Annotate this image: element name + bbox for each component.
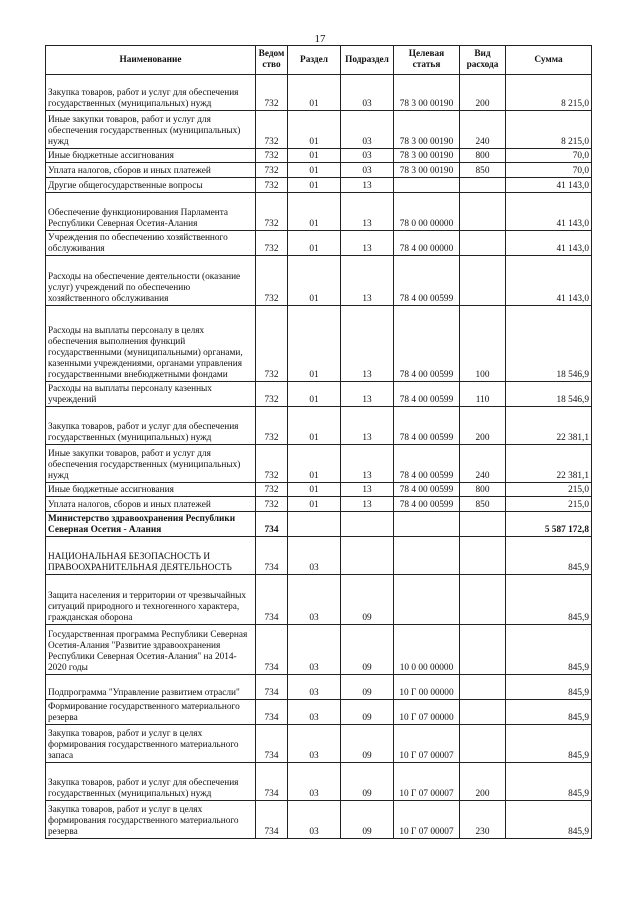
row-section: 01 <box>288 111 341 149</box>
row-department: 732 <box>256 382 288 407</box>
row-department: 732 <box>256 256 288 306</box>
row-section: 03 <box>288 801 341 839</box>
row-subsection: 13 <box>341 231 394 256</box>
row-amount: 845,9 <box>506 537 592 575</box>
row-subsection: 13 <box>341 483 394 497</box>
row-target-article: 78 4 00 00599 <box>394 256 460 306</box>
row-expense-type: 110 <box>460 382 506 407</box>
table-row <box>46 625 592 675</box>
row-expense-type: 100 <box>460 306 506 382</box>
row-department: 732 <box>256 178 288 193</box>
row-name: Защита населения и территории от чрезвычайных ситуаций природного и техногенного характера, гражданская оборона <box>46 575 256 625</box>
row-target-article: 78 4 00 00000 <box>394 231 460 256</box>
row-section: 01 <box>288 75 341 111</box>
table-row <box>46 193 592 231</box>
table-row <box>46 231 592 256</box>
row-amount: 70,0 <box>506 149 592 163</box>
row-amount: 215,0 <box>506 483 592 497</box>
header-department: Ведом ство <box>256 46 288 75</box>
row-target-article <box>394 537 460 575</box>
row-subsection: 13 <box>341 193 394 231</box>
row-amount: 22 381,1 <box>506 445 592 483</box>
table-header-row <box>46 46 592 75</box>
row-section: 01 <box>288 497 341 512</box>
row-section: 01 <box>288 445 341 483</box>
row-expense-type: 240 <box>460 445 506 483</box>
row-section: 01 <box>288 231 341 256</box>
table-row <box>46 725 592 763</box>
row-expense-type <box>460 575 506 625</box>
row-amount: 845,9 <box>506 801 592 839</box>
row-section: 03 <box>288 625 341 675</box>
row-name: Расходы на выплаты персоналу в целях обеспечения выполнения функций государственными (муниципальными) органами, казенными учреждениями, органами управления государственными внебюджетными фондами <box>46 306 256 382</box>
row-department: 734 <box>256 625 288 675</box>
header-subsection: Подраздел <box>341 46 394 75</box>
row-target-article <box>394 575 460 625</box>
row-name: Подпрограмма "Управление развитием отрасли" <box>46 675 256 700</box>
row-name: Закупка товаров, работ и услуг в целях формирования государственного материального запаса <box>46 725 256 763</box>
row-subsection: 09 <box>341 625 394 675</box>
row-section: 03 <box>288 700 341 725</box>
row-department: 734 <box>256 675 288 700</box>
row-target-article: 10 Г 07 00000 <box>394 700 460 725</box>
row-subsection: 13 <box>341 178 394 193</box>
row-target-article: 78 4 00 00599 <box>394 497 460 512</box>
row-department: 732 <box>256 149 288 163</box>
row-subsection: 13 <box>341 306 394 382</box>
row-expense-type: 200 <box>460 763 506 801</box>
row-subsection: 03 <box>341 75 394 111</box>
row-expense-type <box>460 725 506 763</box>
row-subsection <box>341 537 394 575</box>
row-department: 732 <box>256 111 288 149</box>
row-amount: 845,9 <box>506 763 592 801</box>
row-target-article: 10 Г 07 00007 <box>394 725 460 763</box>
row-department: 732 <box>256 497 288 512</box>
row-expense-type <box>460 625 506 675</box>
row-amount: 8 215,0 <box>506 75 592 111</box>
table-row <box>46 306 592 382</box>
row-section: 03 <box>288 537 341 575</box>
row-department: 732 <box>256 193 288 231</box>
row-section: 01 <box>288 306 341 382</box>
header-section: Раздел <box>288 46 341 75</box>
row-target-article: 10 Г 07 00007 <box>394 801 460 839</box>
row-subsection: 13 <box>341 497 394 512</box>
row-subsection: 13 <box>341 445 394 483</box>
row-department: 732 <box>256 483 288 497</box>
row-amount: 5 587 172,8 <box>506 512 592 537</box>
row-expense-type: 850 <box>460 163 506 178</box>
header-amount: Сумма <box>506 46 592 75</box>
row-target-article: 10 0 00 00000 <box>394 625 460 675</box>
row-name: Иные бюджетные ассигнования <box>46 149 256 163</box>
table-row <box>46 801 592 839</box>
row-amount: 22 381,1 <box>506 407 592 445</box>
row-target-article: 78 3 00 00190 <box>394 75 460 111</box>
row-amount: 41 143,0 <box>506 178 592 193</box>
header-name: Наименование <box>46 46 256 75</box>
row-target-article: 78 0 00 00000 <box>394 193 460 231</box>
row-expense-type: 800 <box>460 149 506 163</box>
table-row <box>46 483 592 497</box>
row-section: 01 <box>288 256 341 306</box>
row-section: 01 <box>288 407 341 445</box>
row-subsection: 09 <box>341 675 394 700</box>
row-subsection: 13 <box>341 382 394 407</box>
row-expense-type <box>460 193 506 231</box>
row-name: НАЦИОНАЛЬНАЯ БЕЗОПАСНОСТЬ И ПРАВООХРАНИТЕЛЬНАЯ ДЕЯТЕЛЬНОСТЬ <box>46 537 256 575</box>
row-subsection: 09 <box>341 575 394 625</box>
table-row <box>46 163 592 178</box>
row-department: 732 <box>256 306 288 382</box>
row-amount: 41 143,0 <box>506 256 592 306</box>
row-expense-type <box>460 256 506 306</box>
row-section: 01 <box>288 382 341 407</box>
row-expense-type: 800 <box>460 483 506 497</box>
row-target-article <box>394 178 460 193</box>
row-amount: 41 143,0 <box>506 193 592 231</box>
row-department: 734 <box>256 763 288 801</box>
row-subsection: 09 <box>341 763 394 801</box>
table-row <box>46 256 592 306</box>
row-expense-type <box>460 231 506 256</box>
row-department: 734 <box>256 537 288 575</box>
table-row <box>46 763 592 801</box>
row-target-article: 78 4 00 00599 <box>394 306 460 382</box>
table-row <box>46 575 592 625</box>
row-subsection <box>341 512 394 537</box>
row-section: 01 <box>288 149 341 163</box>
row-department: 734 <box>256 512 288 537</box>
table-row <box>46 407 592 445</box>
header-expense-type: Вид расхода <box>460 46 506 75</box>
table-row <box>46 149 592 163</box>
row-amount: 18 546,9 <box>506 306 592 382</box>
row-target-article: 78 3 00 00190 <box>394 149 460 163</box>
row-name: Закупка товаров, работ и услуг для обеспечения государственных (муниципальных) нужд <box>46 407 256 445</box>
table-row <box>46 512 592 537</box>
row-name: Иные закупки товаров, работ и услуг для обеспечения государственных (муниципальных) нужд <box>46 445 256 483</box>
row-target-article: 78 4 00 00599 <box>394 382 460 407</box>
row-expense-type: 200 <box>460 75 506 111</box>
row-department: 734 <box>256 700 288 725</box>
row-amount: 845,9 <box>506 675 592 700</box>
row-target-article: 78 3 00 00190 <box>394 163 460 178</box>
row-department: 734 <box>256 575 288 625</box>
row-expense-type <box>460 512 506 537</box>
table-row <box>46 497 592 512</box>
row-subsection: 09 <box>341 801 394 839</box>
row-target-article: 78 4 00 00599 <box>394 407 460 445</box>
row-section: 03 <box>288 575 341 625</box>
row-section: 03 <box>288 675 341 700</box>
row-department: 732 <box>256 231 288 256</box>
row-subsection: 09 <box>341 700 394 725</box>
row-expense-type <box>460 700 506 725</box>
row-name: Закупка товаров, работ и услуг для обеспечения государственных (муниципальных) нужд <box>46 763 256 801</box>
row-amount: 845,9 <box>506 575 592 625</box>
table-row <box>46 700 592 725</box>
table-row <box>46 382 592 407</box>
row-amount: 70,0 <box>506 163 592 178</box>
row-amount: 845,9 <box>506 625 592 675</box>
row-amount: 215,0 <box>506 497 592 512</box>
row-target-article <box>394 512 460 537</box>
row-section: 01 <box>288 193 341 231</box>
row-target-article: 10 Г 07 00007 <box>394 763 460 801</box>
header-target-article: Целевая статья <box>394 46 460 75</box>
row-department: 732 <box>256 445 288 483</box>
table-row <box>46 675 592 700</box>
row-expense-type: 240 <box>460 111 506 149</box>
row-target-article: 78 3 00 00190 <box>394 111 460 149</box>
row-section: 03 <box>288 763 341 801</box>
row-expense-type: 230 <box>460 801 506 839</box>
row-name: Иные бюджетные ассигнования <box>46 483 256 497</box>
table-row <box>46 75 592 111</box>
row-name: Расходы на обеспечение деятельности (оказание услуг) учреждений по обеспечению хозяйственного обслуживания <box>46 256 256 306</box>
row-subsection: 03 <box>341 149 394 163</box>
row-subsection: 09 <box>341 725 394 763</box>
row-amount: 8 215,0 <box>506 111 592 149</box>
row-name: Уплата налогов, сборов и иных платежей <box>46 163 256 178</box>
row-section: 03 <box>288 725 341 763</box>
row-section: 01 <box>288 483 341 497</box>
table-row <box>46 178 592 193</box>
budget-table <box>45 45 592 839</box>
row-subsection: 13 <box>341 256 394 306</box>
row-subsection: 03 <box>341 163 394 178</box>
row-name: Расходы на выплаты персоналу казенных учреждений <box>46 382 256 407</box>
row-subsection: 03 <box>341 111 394 149</box>
table-row <box>46 111 592 149</box>
row-section: 01 <box>288 178 341 193</box>
row-target-article: 10 Г 00 00000 <box>394 675 460 700</box>
row-name: Государственная программа Республики Северная Осетия-Алания "Развитие здравоохранения Республики Северная Осетия-Алания" на 2014-2020 годы <box>46 625 256 675</box>
row-name: Уплата налогов, сборов и иных платежей <box>46 497 256 512</box>
row-name: Формирование государственного материального резерва <box>46 700 256 725</box>
row-department: 734 <box>256 801 288 839</box>
row-target-article: 78 4 00 00599 <box>394 445 460 483</box>
row-name: Обеспечение функционирования Парламента Республики Северная Осетия-Алания <box>46 193 256 231</box>
row-amount: 845,9 <box>506 725 592 763</box>
row-expense-type <box>460 675 506 700</box>
row-name: Закупка товаров, работ и услуг для обеспечения государственных (муниципальных) нужд <box>46 75 256 111</box>
row-name: Учреждения по обеспечению хозяйственного обслуживания <box>46 231 256 256</box>
row-department: 732 <box>256 407 288 445</box>
row-expense-type <box>460 178 506 193</box>
row-section: 01 <box>288 163 341 178</box>
row-name: Министерство здравоохранения Республики Северная Осетия - Алания <box>46 512 256 537</box>
page-number: 17 <box>314 33 326 45</box>
row-subsection: 13 <box>341 407 394 445</box>
row-name: Иные закупки товаров, работ и услуг для обеспечения государственных (муниципальных) нужд <box>46 111 256 149</box>
row-department: 732 <box>256 163 288 178</box>
row-target-article: 78 4 00 00599 <box>394 483 460 497</box>
table-row <box>46 537 592 575</box>
row-expense-type: 200 <box>460 407 506 445</box>
row-name: Другие общегосударственные вопросы <box>46 178 256 193</box>
row-expense-type <box>460 537 506 575</box>
row-department: 732 <box>256 75 288 111</box>
row-name: Закупка товаров, работ и услуг в целях формирования государственного материального резерва <box>46 801 256 839</box>
row-section <box>288 512 341 537</box>
row-amount: 845,9 <box>506 700 592 725</box>
table-row <box>46 445 592 483</box>
row-amount: 18 546,9 <box>506 382 592 407</box>
row-amount: 41 143,0 <box>506 231 592 256</box>
row-expense-type: 850 <box>460 497 506 512</box>
row-department: 734 <box>256 725 288 763</box>
